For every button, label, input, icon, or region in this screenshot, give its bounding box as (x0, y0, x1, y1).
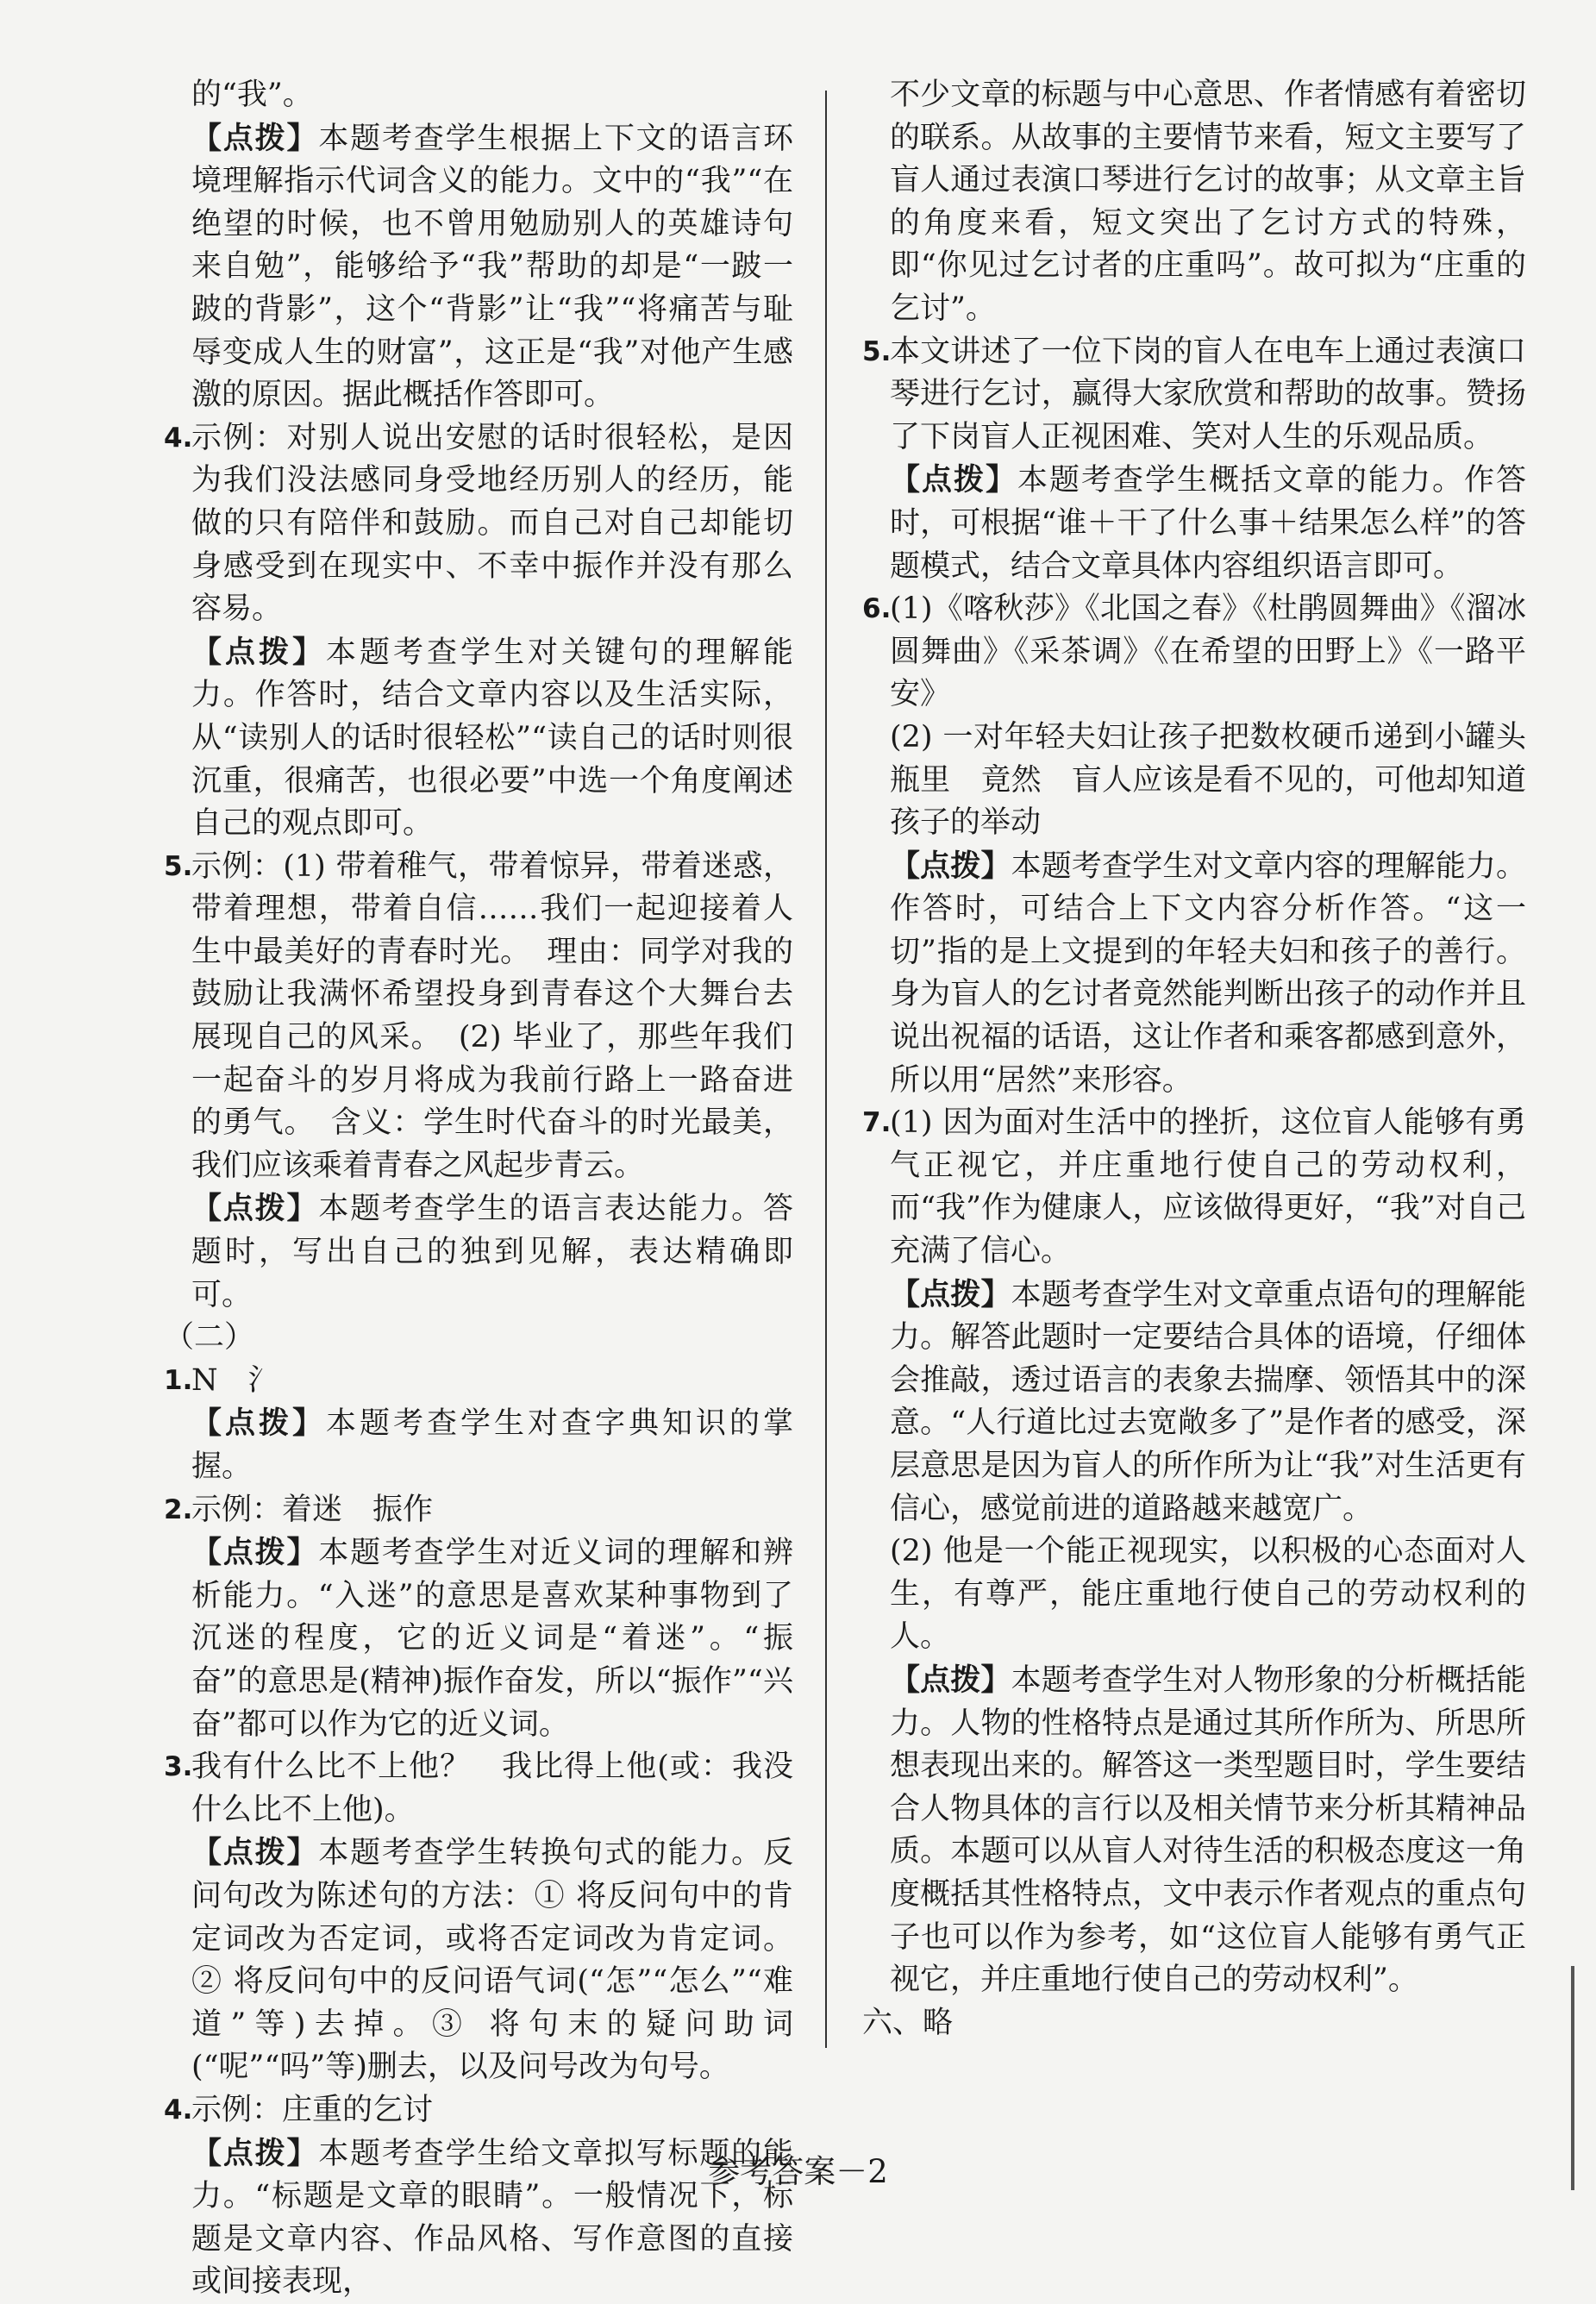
answer-text: 我有什么比不上他？ 我比得上他(或：我没什么比不上他)。 (191, 1750, 793, 1827)
continued-text: 的“我”。 (191, 78, 313, 112)
tip-paragraph: 【点拨】本题考查学生根据上下文的语言环境理解指示代词含义的能力。文中的“我”“在绝望的时候，也不曾用勉励别人的英雄诗句来自勉”，能够给予“我”帮助的却是“一跛一跛的背影”，这个“背影”让“我”“将痛苦与耻辱变成人生的财富”，这正是“我”对他产生感激的原因。据此概括作答即可。 (191, 120, 793, 413)
page-footer: 参考答案－2 (708, 2153, 888, 2190)
right-column (862, 74, 1526, 2044)
answer-text: 示例：着迷 振作 (191, 1492, 434, 1527)
tip-paragraph: 【点拨】本题考查学生概括文章的能力。作答时，可根据“谁＋干了什么事＋结果怎么样”的答题模式，结合文章具体内容组织语言即可。 (890, 462, 1526, 584)
question-number: 3. (164, 1751, 193, 1783)
section-heading: （二） (164, 1320, 255, 1355)
answer-text: (2) 他是一个能正视现实，以积极的心态面对人生，有尊严，能庄重地行使自己的劳动权利的人。 (890, 1534, 1526, 1655)
question-5 (164, 846, 793, 1318)
question-number: 7. (862, 1107, 892, 1139)
tip-paragraph: 【点拨】本题考查学生对查字典知识的掌握。 (191, 1406, 793, 1484)
section-six: 六、略 (862, 2005, 954, 2040)
tip-paragraph: 【点拨】本题考查学生给文章拟写标题的能力。“标题是文章的眼睛”。一般情况下，标题是文章内容、作品风格、写作意图的直接或间接表现， (191, 2135, 793, 2300)
column-divider (825, 91, 827, 2048)
question-number: 6. (862, 593, 892, 625)
answer-text: 示例：(1) 带着稚气，带着惊异，带着迷惑，带着理想，带着自信……我们一起迎接着人生中最美好的青春时光。 理由：同学对我的鼓励让我满怀希望投身到青春这个大舞台去展现自己的风采。 (2) 毕业了，那些年我们一起奋斗的岁月将成为我前行路上一路奋进的勇气。 含义：学生时代奋斗的时光最美，我们应该乘着青春之风起步青云。 (191, 848, 793, 1183)
tip-paragraph: 【点拨】本题考查学生对文章重点语句的理解能力。解答此题时一定要结合具体的语境，仔细体会推敲，透过语言的表象去揣摩、领悟其中的深意。“人行道比过去宽敞多了”是作者的感受，深层意思是因为盲人的所作所为让“我”对生活更有信心，感觉前进的道路越来越宽广。 (890, 1276, 1526, 1526)
tip-paragraph: 【点拨】本题考查学生的语言表达能力。答题时，写出自己的独到见解，表达精确即可。 (191, 1191, 793, 1312)
tip-paragraph: 【点拨】本题考查学生对文章内容的理解能力。作答时，可结合上下文内容分析作答。“这一切”指的是上文提到的年轻夫妇和孩子的善行。身为盲人的乞讨者竟然能判断出孩子的动作并且说出祝福的话语，这让作者和乘客都感到意外，所以用“居然”来形容。 (890, 848, 1526, 1098)
answer-text: 示例：庄重的乞讨 (191, 2092, 434, 2127)
left-column (164, 74, 793, 2304)
sub-question-1 (164, 1360, 793, 1489)
question-number: 5. (862, 335, 892, 367)
question-number: 2. (164, 1493, 193, 1525)
question-number: 4. (164, 422, 193, 454)
tip-paragraph: 【点拨】本题考查学生对人物形象的分析概括能力。人物的性格特点是通过其所作所为、所思所想表现出来的。解答这一类型题目时，学生要结合人物具体的言行以及相关情节来分析其精神品质。本题可以从盲人对待生活的积极态度这一角度概括其性格特点，文中表示作者观点的重点句子也可以作为参考，如“这位盲人能够有勇气正视它，并庄重地行使自己的劳动权利”。 (890, 1662, 1526, 1998)
sub-question-2 (164, 1489, 793, 1747)
answer-text: (1) 因为面对生活中的挫折，这位盲人能够有勇气正视它，并庄重地行使自己的劳动权利，而“我”作为健康人，应该做得更好，“我”对自己充满了信心。 (890, 1105, 1526, 1269)
tip-paragraph: 【点拨】本题考查学生转换句式的能力。反问句改为陈述句的方法：① 将反问句中的肯定词改为否定词，或将否定词改为肯定词。② 将反问句中的反问语气词(“怎”“怎么”“难道”等)去掉。③ 将句末的疑问助词(“呢”“吗”等)删去，以及问号改为句号。 (191, 1835, 793, 2085)
tip-paragraph: 【点拨】本题考查学生对近义词的理解和辨析能力。“入迷”的意思是喜欢某种事物到了沉迷的程度，它的近义词是“着迷”。“振奋”的意思是(精神)振作奋发，所以“振作”“兴奋”都可以作为它的近义词。 (191, 1535, 793, 1742)
sub-question-6 (862, 588, 1526, 1102)
tip-tag: 【点拨】 (191, 120, 319, 156)
question-number: 1. (164, 1364, 193, 1396)
answer-text: (1)《喀秋莎》《北国之春》《杜鹃圆舞曲》《溜冰圆舞曲》《采茶调》《在希望的田野上》《一路平安》 (890, 592, 1526, 712)
sub-question-5 (862, 331, 1526, 589)
question-number: 5. (164, 850, 193, 882)
answer-text: (2) 一对年轻夫妇让孩子把数枚硬币递到小罐头瓶里 竟然 盲人应该是看不见的，可他却知道孩子的举动 (890, 719, 1526, 841)
sub-question-3 (164, 1746, 793, 2089)
answer-text: 示例：对别人说出安慰的话时很轻松，是因为我们没法感同身受地经历别人的经历，能做的只有陪伴和鼓励。而自己对自己却能切身感受到在现实中、不幸中振作并没有那么容易。 (191, 420, 793, 627)
tip-paragraph: 【点拨】本题考查学生对关键句的理解能力。作答时，结合文章内容以及生活实际，从“读别人的话时很轻松”“读自己的话时则很沉重，很痛苦，也很必要”中选一个角度阐述自己的观点即可。 (191, 634, 793, 842)
continued-text: 不少文章的标题与中心意思、作者情感有着密切的联系。从故事的主要情节来看，短文主要写了盲人通过表演口琴进行乞讨的故事；从文章主旨的角度来看，短文突出了乞讨方式的特殊，即“你见过乞讨者的庄重吗”。故可拟为“庄重的乞讨”。 (890, 78, 1526, 326)
sub-question-7 (862, 1102, 1526, 2001)
sub-question-4 (164, 2089, 793, 2304)
question-4 (164, 417, 793, 846)
question-number: 4. (164, 2094, 193, 2126)
answer-text: 本文讲述了一位下岗的盲人在电车上通过表演口琴进行乞讨，赢得大家欣赏和帮助的故事。赞扬了下岗盲人正视困难、笑对人生的乐观品质。 (890, 334, 1526, 454)
answer-text: N 氵 (191, 1362, 279, 1398)
